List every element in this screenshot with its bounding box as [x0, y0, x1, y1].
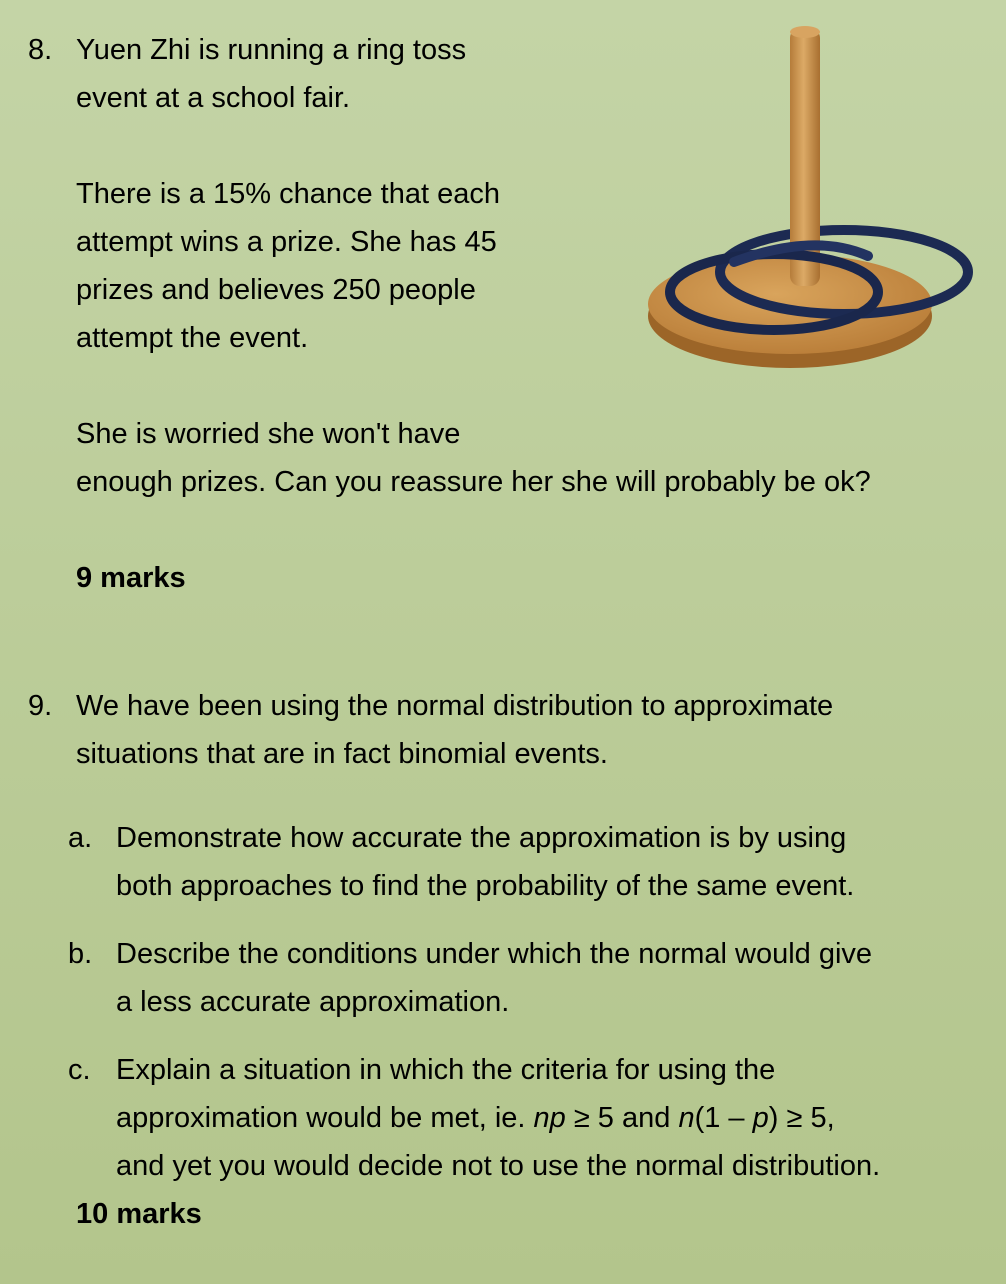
peg-top — [790, 26, 820, 38]
question-8-text-line: event at a school fair. — [76, 82, 351, 114]
part-b-text-line: a less accurate approximation. — [116, 986, 510, 1018]
formula-np: np — [533, 1102, 566, 1134]
part-c-text-line: and yet you would decide not to use the normal distribution. — [116, 1150, 881, 1182]
part-a-letter: a. — [68, 822, 93, 854]
part-c-text-segment: approximation would be met, ie. — [116, 1102, 534, 1134]
formula-p: p — [752, 1102, 769, 1134]
question-9-text-line: We have been using the normal distribution to approximate — [76, 690, 834, 722]
formula-segment: ) ≥ 5, — [768, 1102, 835, 1134]
formula-segment: ≥ 5 and — [565, 1102, 679, 1134]
question-8-number: 8. — [28, 34, 53, 66]
question-8-text-line: enough prizes. Can you reassure her she will probably be ok? — [76, 466, 871, 498]
part-a-text-line: Demonstrate how accurate the approximation is by using — [116, 822, 847, 854]
question-8-text-line: prizes and believes 250 people — [76, 274, 476, 306]
question-8-text-line: attempt wins a prize. She has 45 — [76, 226, 497, 258]
question-8-text-line: There is a 15% chance that each — [76, 178, 500, 210]
part-b-letter: b. — [68, 938, 93, 970]
question-9-number: 9. — [28, 690, 53, 722]
question-8-text-line: She is worried she won't have — [76, 418, 461, 450]
part-b-text-line: Describe the conditions under which the normal would give — [116, 938, 873, 970]
part-c-text-line-with-formula — [116, 1094, 835, 1142]
part-c-letter: c. — [68, 1054, 91, 1086]
formula-segment: (1 – — [694, 1102, 753, 1134]
question-8-marks: 9 marks — [76, 562, 186, 594]
question-9-marks: 10 marks — [76, 1198, 202, 1230]
question-8-text-line: attempt the event. — [76, 322, 309, 354]
part-a-text-line: both approaches to find the probability of the same event. — [116, 870, 855, 902]
formula-n: n — [678, 1102, 695, 1134]
part-c-text-line: Explain a situation in which the criteria for using the — [116, 1054, 776, 1086]
ring-toss-illustration — [644, 24, 976, 374]
question-8-text-line: Yuen Zhi is running a ring toss — [76, 34, 467, 66]
question-9-text-line: situations that are in fact binomial events. — [76, 738, 608, 770]
